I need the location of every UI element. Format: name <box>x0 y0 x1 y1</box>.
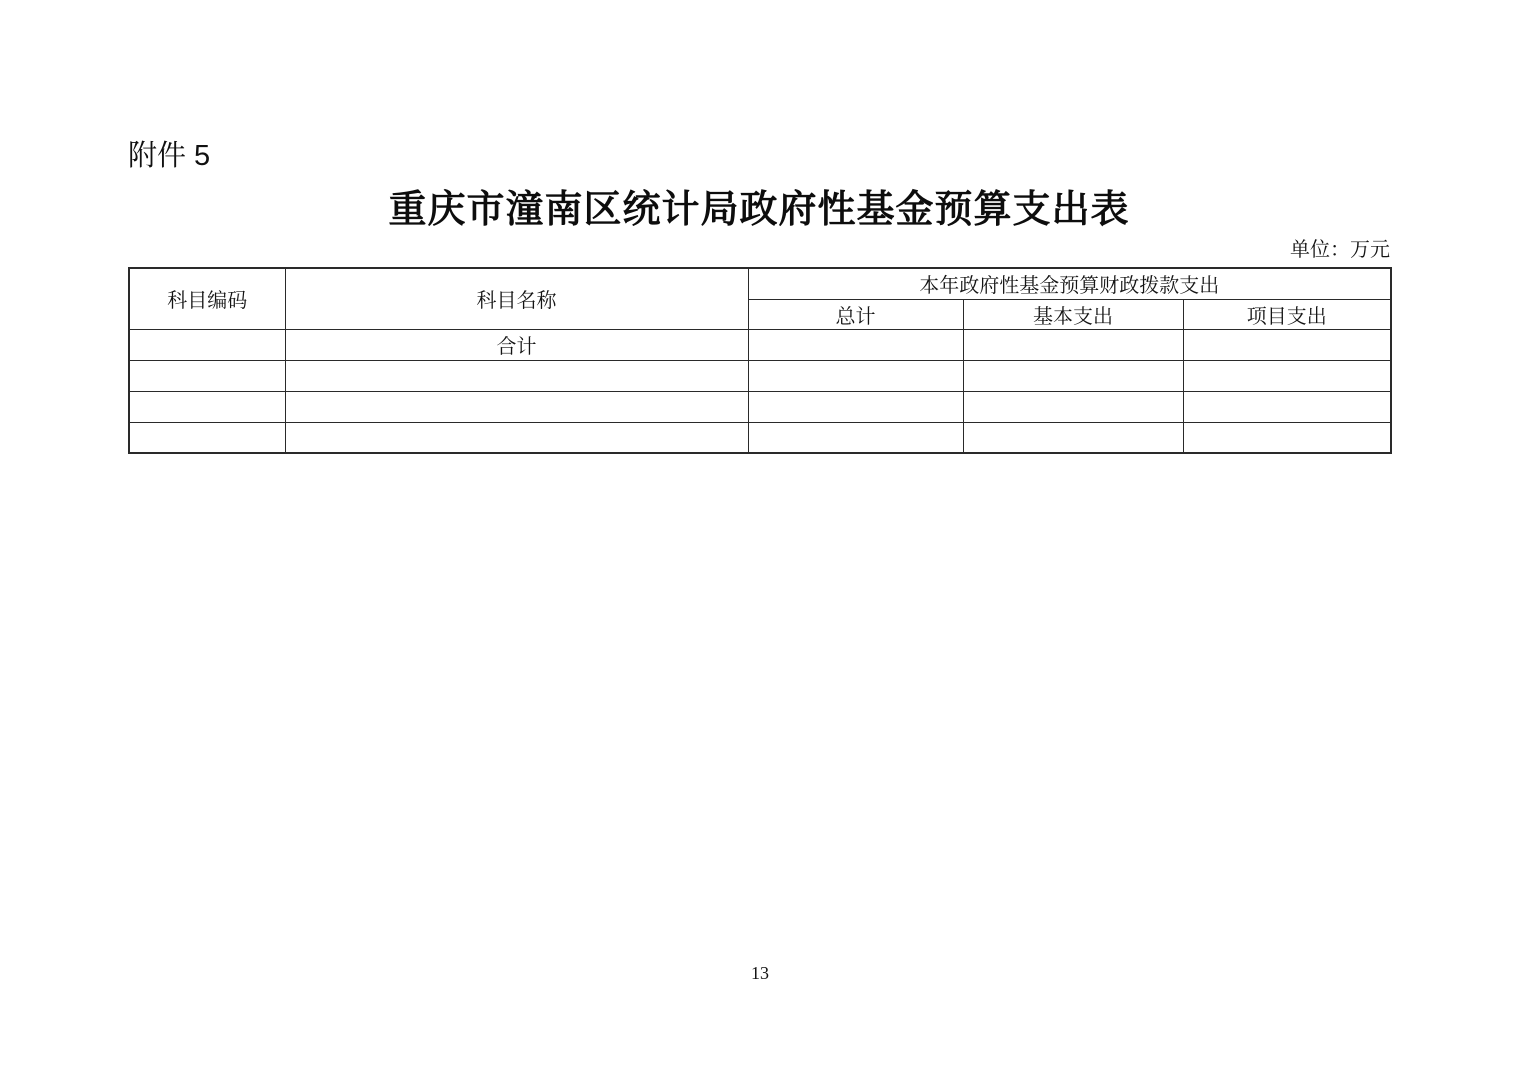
page-number: 13 <box>751 963 769 983</box>
cell-project <box>1183 360 1391 391</box>
table-row <box>129 422 1391 453</box>
cell-basic <box>963 422 1183 453</box>
table-row <box>129 329 1391 360</box>
cell-name <box>285 360 748 391</box>
cell-total <box>748 391 963 422</box>
attachment-label: 附件 5 <box>128 140 211 172</box>
cell-code <box>129 422 285 453</box>
cell-total <box>748 422 963 453</box>
header-subject-code: 科目编码 <box>129 268 285 329</box>
table-row <box>129 360 1391 391</box>
cell-basic <box>963 391 1183 422</box>
table-row <box>129 391 1391 422</box>
cell-project <box>1183 329 1391 360</box>
cell-total <box>748 360 963 391</box>
cell-project <box>1183 391 1391 422</box>
header-total: 总计 <box>748 299 963 329</box>
page-title: 重庆市潼南区统计局政府性基金预算支出表 <box>388 189 1130 231</box>
cell-basic <box>963 360 1183 391</box>
cell-name <box>285 391 748 422</box>
table-header-row-top <box>129 268 1391 299</box>
cell-name: 合计 <box>285 329 748 360</box>
cell-basic <box>963 329 1183 360</box>
header-subject-name: 科目名称 <box>285 268 748 329</box>
header-project-expenditure: 项目支出 <box>1183 299 1391 329</box>
cell-code <box>129 391 285 422</box>
cell-code <box>129 360 285 391</box>
cell-name <box>285 422 748 453</box>
cell-total <box>748 329 963 360</box>
cell-code <box>129 329 285 360</box>
budget-expenditure-table <box>128 267 1392 454</box>
header-fund-group: 本年政府性基金预算财政拨款支出 <box>748 268 1391 299</box>
cell-project <box>1183 422 1391 453</box>
header-basic-expenditure: 基本支出 <box>963 299 1183 329</box>
unit-note: 单位：万元 <box>1290 239 1390 261</box>
